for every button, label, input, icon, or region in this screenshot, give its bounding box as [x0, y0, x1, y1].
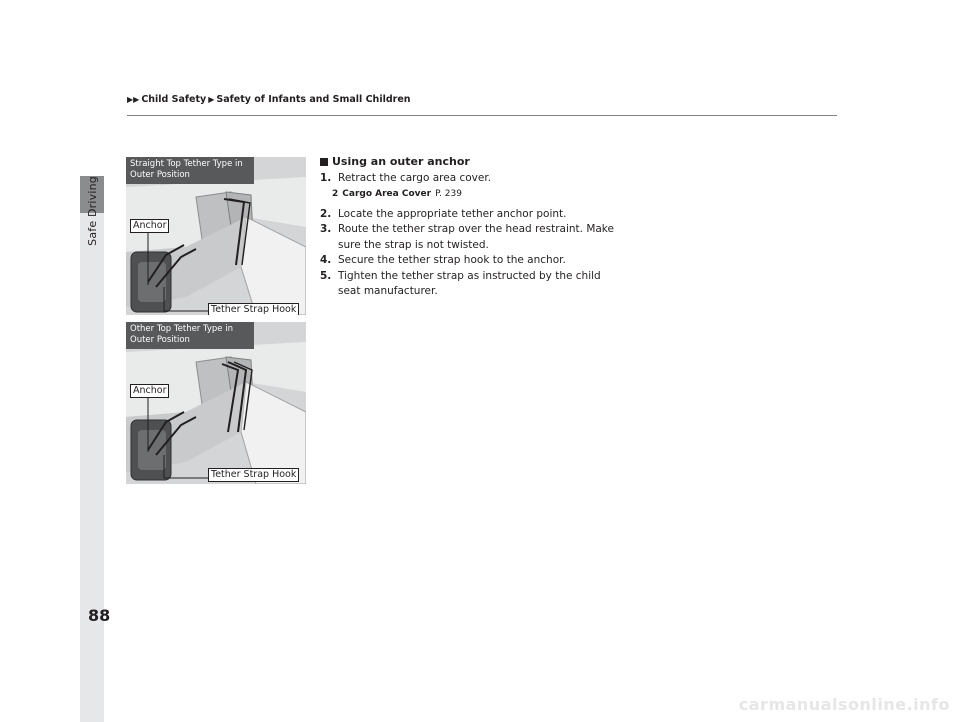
- step-3: 3. Route the tether strap over the head restraint. Make sure the strap is not twisted.: [320, 223, 614, 251]
- anchor-callout: Anchor: [130, 384, 169, 398]
- figure-other-tether: [126, 322, 306, 484]
- reference-arrow-icon: 2: [332, 189, 339, 199]
- step-1: 1. Retract the cargo area cover.: [320, 171, 492, 184]
- tether-hook-callout: Tether Strap Hook: [208, 468, 299, 482]
- figure-title: Straight Top Tether Type in Outer Position: [126, 157, 254, 184]
- breadcrumb-item-child-safety[interactable]: Child Safety: [141, 94, 207, 105]
- square-bullet-icon: [320, 158, 328, 166]
- section-heading: Using an outer anchor: [320, 154, 620, 170]
- anchor-callout: Anchor: [130, 219, 169, 233]
- instructions: [320, 154, 620, 300]
- breadcrumb-arrow-icon: ▶▶: [127, 95, 140, 104]
- step-5: 5. Tighten the tether strap as instructed by the child seat manufacturer.: [320, 269, 601, 297]
- sidebar-strip: [80, 213, 104, 722]
- page-number: 88: [88, 606, 111, 625]
- step-4: 4. Secure the tether strap hook to the anchor.: [320, 254, 566, 266]
- sidebar-label: Safe Driving: [86, 176, 99, 246]
- tether-hook-callout: Tether Strap Hook: [208, 303, 299, 315]
- cross-reference-link[interactable]: 2 Cargo Area Cover P. 239: [320, 187, 620, 203]
- step-2: 2. Locate the appropriate tether anchor point.: [320, 207, 567, 220]
- breadcrumb-item-safety-infants[interactable]: Safety of Infants and Small Children: [216, 94, 411, 105]
- breadcrumb-arrow-icon: ▶: [208, 95, 215, 104]
- breadcrumb: [127, 94, 411, 105]
- header-rule: [127, 115, 837, 116]
- watermark: carmanualsonline.info: [738, 695, 950, 714]
- figure-straight-tether: [126, 157, 306, 315]
- figure-title: Other Top Tether Type in Outer Position: [126, 322, 254, 349]
